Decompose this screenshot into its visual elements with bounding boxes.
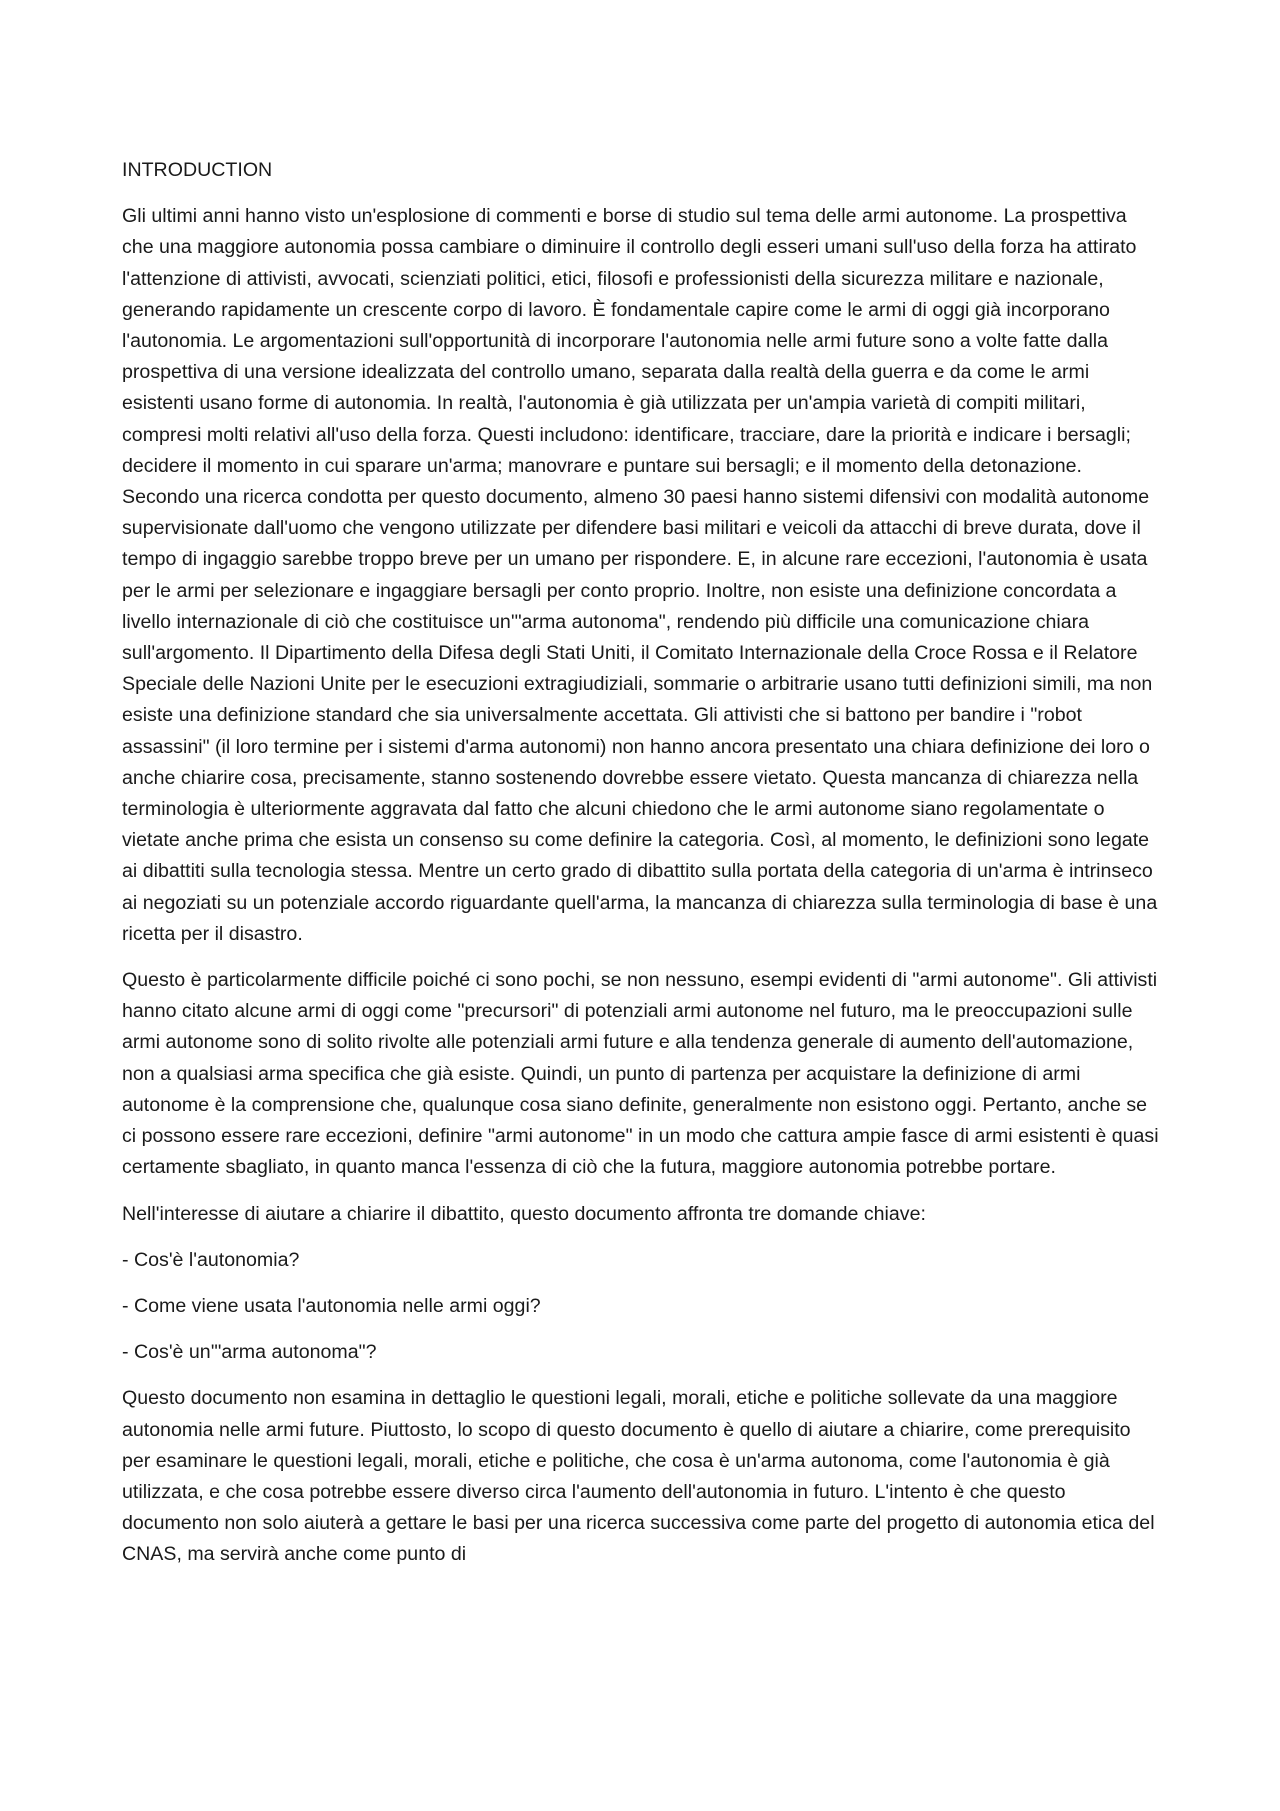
paragraph-intro: Gli ultimi anni hanno visto un'esplosione di commenti e borse di studio sul tema delle armi autonome. La prospettiva che una maggiore autonomia possa cambiare o diminuire il controllo degli esseri umani sull'uso della forza ha attirato l'attenzione di attivisti, avvocati, scienziati politici, etici, filosofi e professionisti della sicurezza militare e nazionale, generando rapidamente un crescente corpo di lavoro. È fondamentale capire come le armi di oggi già incorporano l'autonomia. Le argomentazioni sull'opportunità di incorporare l'autonomia nelle armi future sono a volte fatte dalla prospettiva di una versione idealizzata del controllo umano, separata dalla realtà della guerra e da come le armi esistenti usano forme di autonomia. In realtà, l'autonomia è già utilizzata per un'ampia varietà di compiti militari, compresi molti relativi all'uso della forza. Questi includono: identificare, tracciare, dare la priorità e indicare i bersagli; decidere il momento in cui sparare un'arma; manovrare e puntare sui bersagli; e il momento della detonazione. Secondo una ricerca condotta per questo documento, almeno 30 paesi hanno sistemi difensivi con modalità autonome supervisionate dall'uomo che vengono utilizzate per difendere basi militari e veicoli da attacchi di breve durata, dove il tempo di ingaggio sarebbe troppo breve per un umano per rispondere. E, in alcune rare eccezioni, l'autonomia è usata per le armi per selezionare e ingaggiare bersagli per conto proprio. Inoltre, non esiste una definizione concordata a livello internazionale di ciò che costituisce un'"arma autonoma", rendendo più difficile una comunicazione chiara sull'argomento. Il Dipartimento della Difesa degli Stati Uniti, il Comitato Internazionale della Croce Rossa e il Relatore Speciale delle Nazioni Unite per le esecuzioni extragiudiziali, sommarie o arbitrarie usano tutti definizioni simili, ma non esiste una definizione standard che sia universalmente accettata. Gli attivisti che si battono per bandire i "robot assassini" (il loro termine per i sistemi d'arma autonomi) non hanno ancora presentato una chiara definizione dei loro o anche chiarire cosa, precisamente, stanno sostenendo dovrebbe essere vietato. Questa mancanza di chiarezza nella terminologia è ulteriormente aggravata dal fatto che alcuni chiedono che le armi autonome siano regolamentate o vietate anche prima che esista un consenso su come definire la categoria. Così, al momento, le definizioni sono legate ai dibattiti sulla tecnologia stessa. Mentre un certo grado di dibattito sulla portata della categoria di un'arma è intrinseco ai negoziati su un potenziale accordo riguardante quell'arma, la mancanza di chiarezza sulla terminologia di base è una ricetta per il disastro. [122, 205, 1158, 945]
paragraph-closing: Questo documento non esamina in dettaglio le questioni legali, morali, etiche e politiche sollevate da una maggiore autonomia nelle armi future. Piuttosto, lo scopo di questo documento è quello di aiutare a chiarire, come prerequisito per esaminare le questioni legali, morali, etiche e politiche, che cosa è un'arma autonoma, come l'autonomia è già utilizzata, e che cosa potrebbe essere diverso circa l'aumento dell'autonomia in futuro. L'intento è che questo documento non solo aiuterà a gettare le basi per una ricerca successiva come parte del progetto di autonomia etica del CNAS, ma servirà anche come punto di [122, 1387, 1155, 1566]
section-heading: INTRODUCTION [122, 159, 273, 181]
paragraph-difficulty: Questo è particolarmente difficile poiché ci sono pochi, se non nessuno, esempi evidenti di "armi autonome". Gli attivisti hanno citato alcune armi di oggi come "precursori" di potenziali armi autonome nel futuro, ma le preoccupazioni sulle armi autonome sono di solito rivolte alle potenziali armi future e alla tendenza generale di aumento dell'automazione, non a qualsiasi arma specifica che già esiste. Quindi, un punto di partenza per acquistare la definizione di armi autonome è la comprensione che, qualunque cosa siano definite, generalmente non esistono oggi. Pertanto, anche se ci possono essere rare eccezioni, definire "armi autonome" in un modo che cattura ampie fasce di armi esistenti è quasi certamente sbagliato, in quanto manca l'essenza di ciò che la futura, maggiore autonomia potrebbe portare. [122, 969, 1159, 1179]
question-item: - Cos'è l'autonomia? [122, 1248, 300, 1271]
question-item: - Come viene usata l'autonomia nelle armi oggi? [122, 1294, 541, 1317]
paragraph-questions-intro: Nell'interesse di aiutare a chiarire il dibattito, questo documento affronta tre domande chiave: [122, 1202, 926, 1225]
question-item: - Cos'è un'"arma autonoma"? [122, 1341, 377, 1364]
document-page [122, 155, 1162, 1586]
